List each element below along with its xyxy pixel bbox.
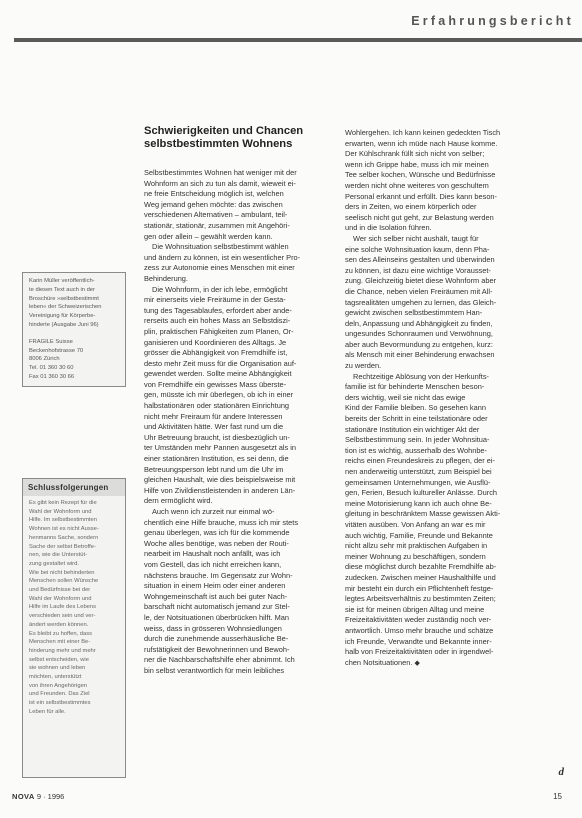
conclusions-body [23, 496, 125, 717]
conclusions-line: Leben für alle. [29, 708, 66, 715]
article-line: durch die zunehmende ausserhäusliche Be- [144, 634, 289, 644]
article-line: mir einerseits viele Freiräume in der Gesta- [144, 295, 286, 305]
article-line: ganisieren und Koordinieren des Alltags. Je [144, 337, 287, 347]
article-title [144, 125, 334, 151]
conclusions-line: zung gestaltet wird. [29, 560, 79, 567]
article-line: rufstätigkeit der Bewohnerinnen und Bewoh- [144, 644, 290, 654]
article-line: legtes Arbeitsverhältnis zu bestimmten Zeiten; [345, 594, 496, 604]
article-line: ich Freunde, Verwandte und Bekannte inner- [345, 636, 492, 646]
conclusions-line: Hilfe im Laufe des Lebens [29, 604, 97, 611]
article-line: mir besteht ein durch ein Pflichtenheft festge- [345, 583, 494, 593]
page-header [0, 0, 582, 48]
article-line: grösser die Abhängigkeit von Fremdhilfe ist, [144, 348, 288, 358]
article-line: und in die Isolation führen. [345, 223, 432, 233]
article-line: situation in einem Heim oder einer anderen [144, 581, 286, 591]
article-line: zu werden. [345, 361, 382, 371]
article-line: nächstens brauche. Im Gegensatz zur Wohn- [144, 570, 293, 580]
article-line: gen, Ferien, Besuch kultureller Anlässe. Durch [345, 488, 497, 498]
conclusions-line: hinderung mehr und mehr [29, 647, 96, 654]
author-note-line: leben« der Schweizerischen [29, 304, 102, 311]
article-line: Auch wenn ich zurzeit nur einmal wö- [152, 507, 275, 516]
conclusions-line: Menschen sollen Wünsche [29, 578, 99, 585]
article-line: rerseits auch ein hohes Mass an Selbstdiszi- [144, 316, 291, 326]
article-line: bin selbst verantwortlich für mein leibliches [144, 665, 285, 675]
conclusions-line: möchten, unterstützt [29, 674, 82, 681]
article-line: gen, müsste ich mir überlegen, ob ich in einer [144, 390, 294, 400]
article-line: Freizeitaktivitäten weder zuständig noch ver- [345, 615, 492, 625]
conclusions-line: ist ein selbstbestimmtes [29, 700, 91, 707]
article-line: barschaft nicht automatisch jemand zur Stel- [144, 602, 290, 612]
conclusions-line: selbst entscheiden, wie [29, 656, 89, 663]
article-line: stationäre Institution ein wichtiger Akt der [345, 424, 480, 434]
article-column-right [345, 128, 545, 669]
conclusions-line: von ihren Angehörigen [29, 682, 88, 689]
article-line: diese möglichst durch bezahlte Fremdhilfe ab- [345, 562, 497, 572]
article-line: gewendet werden. Sollte meine Abhängigkeit [144, 369, 292, 379]
header-rule [14, 38, 582, 42]
article-line: tagsrealitäten umgehen zu lernen, das Gleich- [345, 297, 497, 307]
article-line: Wohngemeinschaft ist auch bei guter Nach- [144, 591, 288, 601]
article-line: Woche alles benötige, was neben der Routi- [144, 538, 289, 548]
article-line: seelisch nicht gut geht, zur Belastung werden [345, 212, 494, 222]
conclusions-line: Wahl der Wohnform und [29, 508, 92, 515]
article-line: Wer sich selber nicht aushält, taugt für [353, 233, 479, 243]
article-title-line-1: Schwierigkeiten und Chancen [144, 125, 304, 137]
article-line: halb von Freizeitaktivitäten oder in irgendwel- [345, 647, 494, 657]
article-line: dern ermöglicht wird. [144, 496, 213, 506]
article-line: gleichen Haushalt, wie dies beispielsweise mit [144, 475, 296, 485]
article-line: weiss, dass in grösseren Wohnsiedlungen [144, 623, 282, 633]
article-line: Tee selber kochen, Wünsche und Bedürfnisse [345, 170, 496, 180]
author-note-line: FRAGILE Suisse [29, 338, 73, 345]
magazine-issue: 9 · 1996 [36, 792, 65, 801]
article-line: ders wichtig, weil sie nicht das ewige [345, 392, 466, 402]
article-line: ungesundes Schonraumen und Verwöhnung, [345, 329, 493, 339]
article-line: sie ist für meinen übrigen Alltag und meine [345, 604, 485, 614]
article-line: werden nicht ohne weiteres von geschultem [345, 180, 489, 190]
article-line: eine solche Wohnsituation kaum, denn Pha- [345, 244, 490, 254]
article-line: Selbstbestimmung sein. In jeder Wohnsitua- [345, 435, 490, 445]
article-line: gemeinsamen Unternehmungen, wie Ausflü- [345, 477, 491, 487]
article-line: ders in Zeiten, wo einem körperlich oder [345, 202, 477, 212]
article-line: zu können, ist dazu eine wichtige Vorausset- [345, 265, 491, 275]
article-line: nicht mehr Freiraum für andere Interessen [144, 411, 283, 421]
article-line: antwortlich. Umso mehr brauche und schätze [345, 625, 494, 635]
conclusions-line: nen, wie die Unterstüt- [29, 552, 87, 559]
article-line: Wohnform an sich zu tun als damit, wieweit ei- [144, 178, 296, 188]
conclusions-line: und Freunden. Das Ziel [29, 691, 90, 698]
article-end-mark: ◆ [414, 659, 420, 667]
article-line: ner die Nachbarschaftshilfe eher abnimmt. Ich [144, 655, 295, 665]
article-line: Personal erkannt und erfüllt. Dies kann beson- [345, 191, 498, 201]
author-note-line: Beckenhofstrasse 70 [29, 347, 84, 354]
conclusions-line: sie wohnen und leben [29, 665, 86, 672]
author-note-line: Vereinigung für Körperbe- [29, 313, 96, 320]
conclusions-line: Menschen mit einer Be- [29, 639, 91, 646]
author-note-line [29, 330, 120, 338]
conclusions-line: Hilfe. Im selbstbestimmten [29, 517, 97, 524]
article-line: wenn ich Grippe habe, muss ich mir meinen [345, 159, 489, 169]
article-line: gewicht zwischen selbstbestimmtem Han- [345, 308, 483, 318]
article-line: und Aktivitäten hätte. Wer fast rund um die [144, 422, 284, 432]
conclusions-line: ändert werden können. [29, 621, 89, 628]
article-line: genau überlegen, was ich für die kommende [144, 528, 290, 538]
author-note-line: Karin Müller veröffentlich- [29, 278, 95, 284]
article-line: deln, Anpassung und Abhängigkeit zu finden, [345, 318, 493, 328]
article-line: Wohlergehen. Ich kann keinen gedeckten Tisch [345, 128, 501, 137]
author-note-line: te diesen Text auch in der [29, 286, 95, 293]
author-note-line: 8006 Zürich [29, 356, 60, 363]
article-column-left [144, 168, 334, 677]
article-line: zess zur Autonomie eines Menschen mit einer [144, 263, 295, 273]
article-line: von Fremdhilfe ein gewisses Mass überste- [144, 379, 287, 389]
author-note-line: Tel. 01 360 30 60 [29, 365, 74, 372]
article-line: tion ist es wichtig, ausserhalb des Wohnbe- [345, 445, 488, 455]
article-line: Weg jemand gehen möchte: das zwischen [144, 199, 283, 209]
conclusions-line: Wie bei nicht behinderten [29, 569, 95, 576]
conclusions-line: und Bedürfnisse bei der [29, 587, 91, 594]
author-note-line: Broschüre »selbstbestimmt [29, 295, 99, 302]
article-line: sen des Alleinseins gestalten und überwinden [345, 255, 495, 265]
author-note-line: Fax 01 360 30 66 [29, 373, 75, 380]
article-line: und ändern zu können, ist ein wesentlicher Pro- [144, 252, 301, 262]
article-line: desto mehr Zeit muss für die Organisation auf- [144, 358, 297, 368]
article-line: nicht allzu sehr mit praktischen Aufgaben in [345, 541, 488, 551]
article-line: Der Kühlschrank füllt sich nicht von selber; [345, 149, 485, 159]
article-line: einer stationären Institution, es sei denn, die [144, 454, 289, 464]
magazine-name: NOVA [12, 792, 35, 801]
article-line: nen anderweitig unterstützt, zum Beispiel bei [345, 467, 492, 476]
article-title-line-2: selbstbestimmten Wohnens [144, 138, 293, 150]
article-line: vom Gestell, das ich nicht erreichen kann, [144, 559, 282, 569]
article-line: Kind der Familie bleiben. So gesehen kann [345, 403, 486, 413]
conclusions-line: Wohnen ist es nicht Ausse- [29, 526, 99, 533]
article-line: Uhr Betreuung braucht, ist diesbezüglich un- [144, 432, 290, 442]
article-line: familie ist für behinderte Menschen beson- [345, 382, 485, 392]
article-line: reichs einen Freundeskreis zu pflegen, der ei- [345, 456, 495, 466]
article-line: verschiedenen Alternativen – ambulant, teil- [144, 210, 288, 220]
conclusions-line: Sache der selbst Betroffe- [29, 543, 96, 550]
article-line: ter Umständen mehr Pannen ausgesetzt als in [144, 443, 297, 453]
article-line: auch wichtig, Familie, Freunde und Bekannte [345, 530, 493, 540]
article-line: gleitung in beschränktem Masse gewissen Akti- [345, 509, 501, 519]
article-line: Rechtzeitige Ablösung von der Herkunfts- [353, 371, 489, 381]
article-line: meine Motorisierung kann ich auch ohne Be- [345, 498, 492, 508]
article-line: meiner Wohnung zu beschäftigen, sondern [345, 551, 486, 561]
article-line: Behinderung. [144, 273, 188, 283]
article-line: als Mensch mit einer Behinderung erwachsen [345, 350, 495, 360]
article-line: Die Wohnsituation selbstbestimmt wählen [152, 242, 289, 252]
article-line: tung des Tagesablaufes, erfordert aber ande- [144, 305, 292, 315]
conclusions-line: Es gibt kein Rezept für die [29, 500, 97, 506]
article-line: zudecken. Zwischen meiner Haushalthilfe und [345, 572, 496, 582]
article-line: Selbstbestimmtes Wohnen hat weniger mit der [144, 168, 297, 177]
article-line: die Chance, neben vielen Freiräumen mit All- [345, 286, 493, 296]
conclusions-line: Wahl der Wohnform und [29, 595, 92, 602]
section-label: Erfahrungsbericht [411, 14, 574, 28]
article-line: Betreuungsperson lebt rund um die Uhr im [144, 464, 284, 474]
article-line: bereits der Schritt in eine teilstationäre oder [345, 414, 488, 424]
page-number: 15 [553, 792, 562, 801]
article-line: chen Notsituationen. [345, 657, 413, 667]
conclusions-title: Schlussfolgerungen [23, 479, 125, 496]
article-line: le, der Notsituationen überbrücken hilft. Man [144, 612, 290, 622]
article-line: plin, praktischen Fähigkeiten zum Planen, Or- [144, 326, 294, 336]
conclusions-line: henmanns Sache, sondern [29, 534, 99, 541]
conclusions-box [22, 478, 126, 778]
author-note-line: hinderte (Ausgabe Juni 96) [29, 321, 99, 328]
article-line: vitäten ausüben. Von Anfang an war es mir [345, 519, 486, 529]
conclusions-line: verschieden sein und ver- [29, 613, 96, 620]
article-line: Hilfe von Zivildienstleistenden in anderen Län- [144, 485, 296, 495]
article-line: erwarten, wenn ich müde nach Hause komme. [345, 138, 498, 148]
article-line: ne freie Entscheidung möglich ist, welchen [144, 189, 284, 199]
article-line: nearbeit im Haushalt noch anfällt, was ich [144, 549, 281, 559]
article-line: halbstationären oder stationären Einrichtung [144, 401, 290, 411]
article-line: aber auch Bevormundung zu entgehen, kurz: [345, 339, 493, 349]
article-line: zung. Gleichzeitig bietet diese Wohnform aber [345, 276, 497, 286]
conclusions-line: Es bleibt zu hoffen, dass [29, 630, 93, 637]
author-note-box [22, 272, 126, 387]
footer-magazine [12, 792, 64, 801]
article-line: gen oder allein – gewählt werden kann. [144, 231, 273, 241]
article-line: Die Wohnform, in der ich lebe, ermöglicht [152, 284, 288, 294]
article-line: chentlich eine Hilfe brauche, muss ich mir stets [144, 517, 299, 527]
article-line: stationär, stationär, zusammen mit Angehöri- [144, 220, 290, 230]
corner-mark: d [558, 766, 564, 778]
